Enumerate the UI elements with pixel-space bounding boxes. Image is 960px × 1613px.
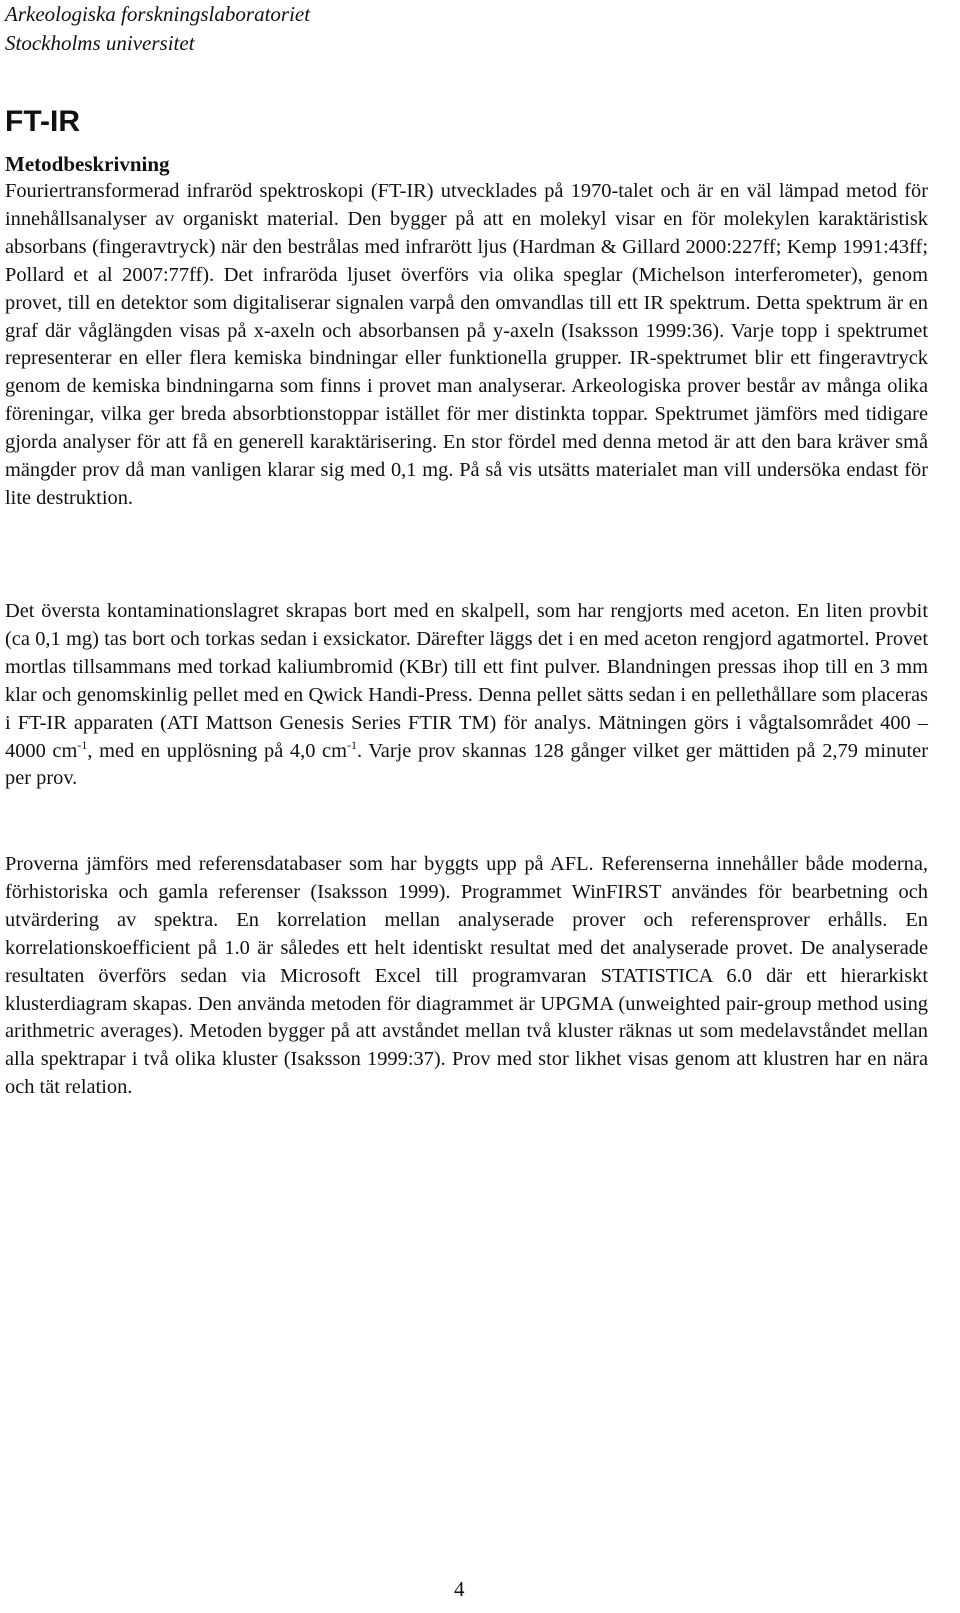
superscript: -1 xyxy=(77,737,88,752)
document-header xyxy=(5,0,310,58)
header-institution: Arkeologiska forskningslaboratoriet xyxy=(5,2,311,26)
paragraph-sample-preparation xyxy=(5,598,928,793)
header-university: Stockholms universitet xyxy=(5,31,195,55)
page-number: 4 xyxy=(454,1577,465,1601)
paragraph-data-analysis: Proverna jämförs med referensdatabaser som har byggts upp på AFL. Referenserna innehåller både moderna, förhistoriska och gamla referenser (Isaksson 1999). Programmet WinFIRST användes för bearbetning och utvärdering av spektra. En korrelation mellan analyserade prover och referensprover erhålls. En korrelationskoefficient på 1.0 är således ett helt identiskt resultat med det analyserade provet. De analyserade resultaten överförs sedan via Microsoft Excel till programvaran STATISTICA 6.0 där ett hierarkiskt klusterdiagram skapas. Den använda metoden för diagrammet är UPGMA (unweighted pair-group method using arithmetric averages). Metoden bygger på att avståndet mellan två kluster räknas ut som medelavståndet mellan alla spektrapar i två olika kluster (Isaksson 1999:37). Prov med stor likhet visas genom att klustren har en nära och tät relation. xyxy=(5,853,928,1099)
paragraph-method-description: Fouriertransformerad infraröd spektroskopi (FT-IR) utvecklades på 1970-talet och är en väl lämpad metod för innehållsanalyser av organiskt material. Den bygger på att en molekyl visar en för molekylen karaktäristisk absorbans (fingeravtryck) när den bestrålas med infrarött ljus (Hardman & Gillard 2000:227ff; Kemp 1991:43ff; Pollard et al 2007:77ff). Det infraröda ljuset överförs via olika speglar (Michelson interferometer), genom provet, till en detektor som digitaliserar signalen varpå den omvandlas till ett IR spektrum. Detta spektrum är en graf där våglängden visas på x-axeln och absorbansen på y-axeln (Isaksson 1999:36). Varje topp i spektrumet representerar en eller flera kemiska bindningar eller funktionella grupper. IR-spektrumet blir ett fingeravtryck genom de kemiska bindningarna som finns i provet man analyserar. Arkeologiska prover består av många olika föreningar, vilka ger breda absorbtionstoppar istället för mer distinkta toppar. Spektrumet jämförs med tidigare gjorda analyser för att få en generell karaktärisering. En stor fördel med denna metod är att den bara kräver små mängder prov då man vanligen klarar sig med 0,1 mg. På så vis utsätts materialet man vill undersöka endast för lite destruktion. xyxy=(5,180,928,509)
paragraph-text-part: . Varje prov skannas 128 gånger vilket ger mättiden på 2,79 minuter per prov. xyxy=(5,739,928,790)
paragraph-text-part: , med en upplösning på 4,0 cm xyxy=(87,739,347,762)
superscript: -1 xyxy=(346,737,357,752)
section-heading: Metodbeskrivning xyxy=(5,152,170,176)
page-title: FT-IR xyxy=(5,105,80,138)
paragraph-text-part: Det översta kontaminationslagret skrapas bort med en skalpell, som har rengjorts med aceton. En liten provbit (ca 0,1 mg) tas bort och torkas sedan i exsickator. Därefter läggs det i en med aceton rengjord agatmortel. Provet mortlas tillsammans med torkad kaliumbromid (KBr) till ett fint pulver. Blandningen pressas ihop till en 3 mm klar och genomskinlig pellet med en Qwick Handi-Press. Denna pellet sätts sedan i en pellethållare som placeras i FT-IR apparaten (ATI Mattson Genesis Series FTIR TM) för analys. Mätningen görs i vågtalsområdet 400 – 4000 cm xyxy=(5,600,928,762)
